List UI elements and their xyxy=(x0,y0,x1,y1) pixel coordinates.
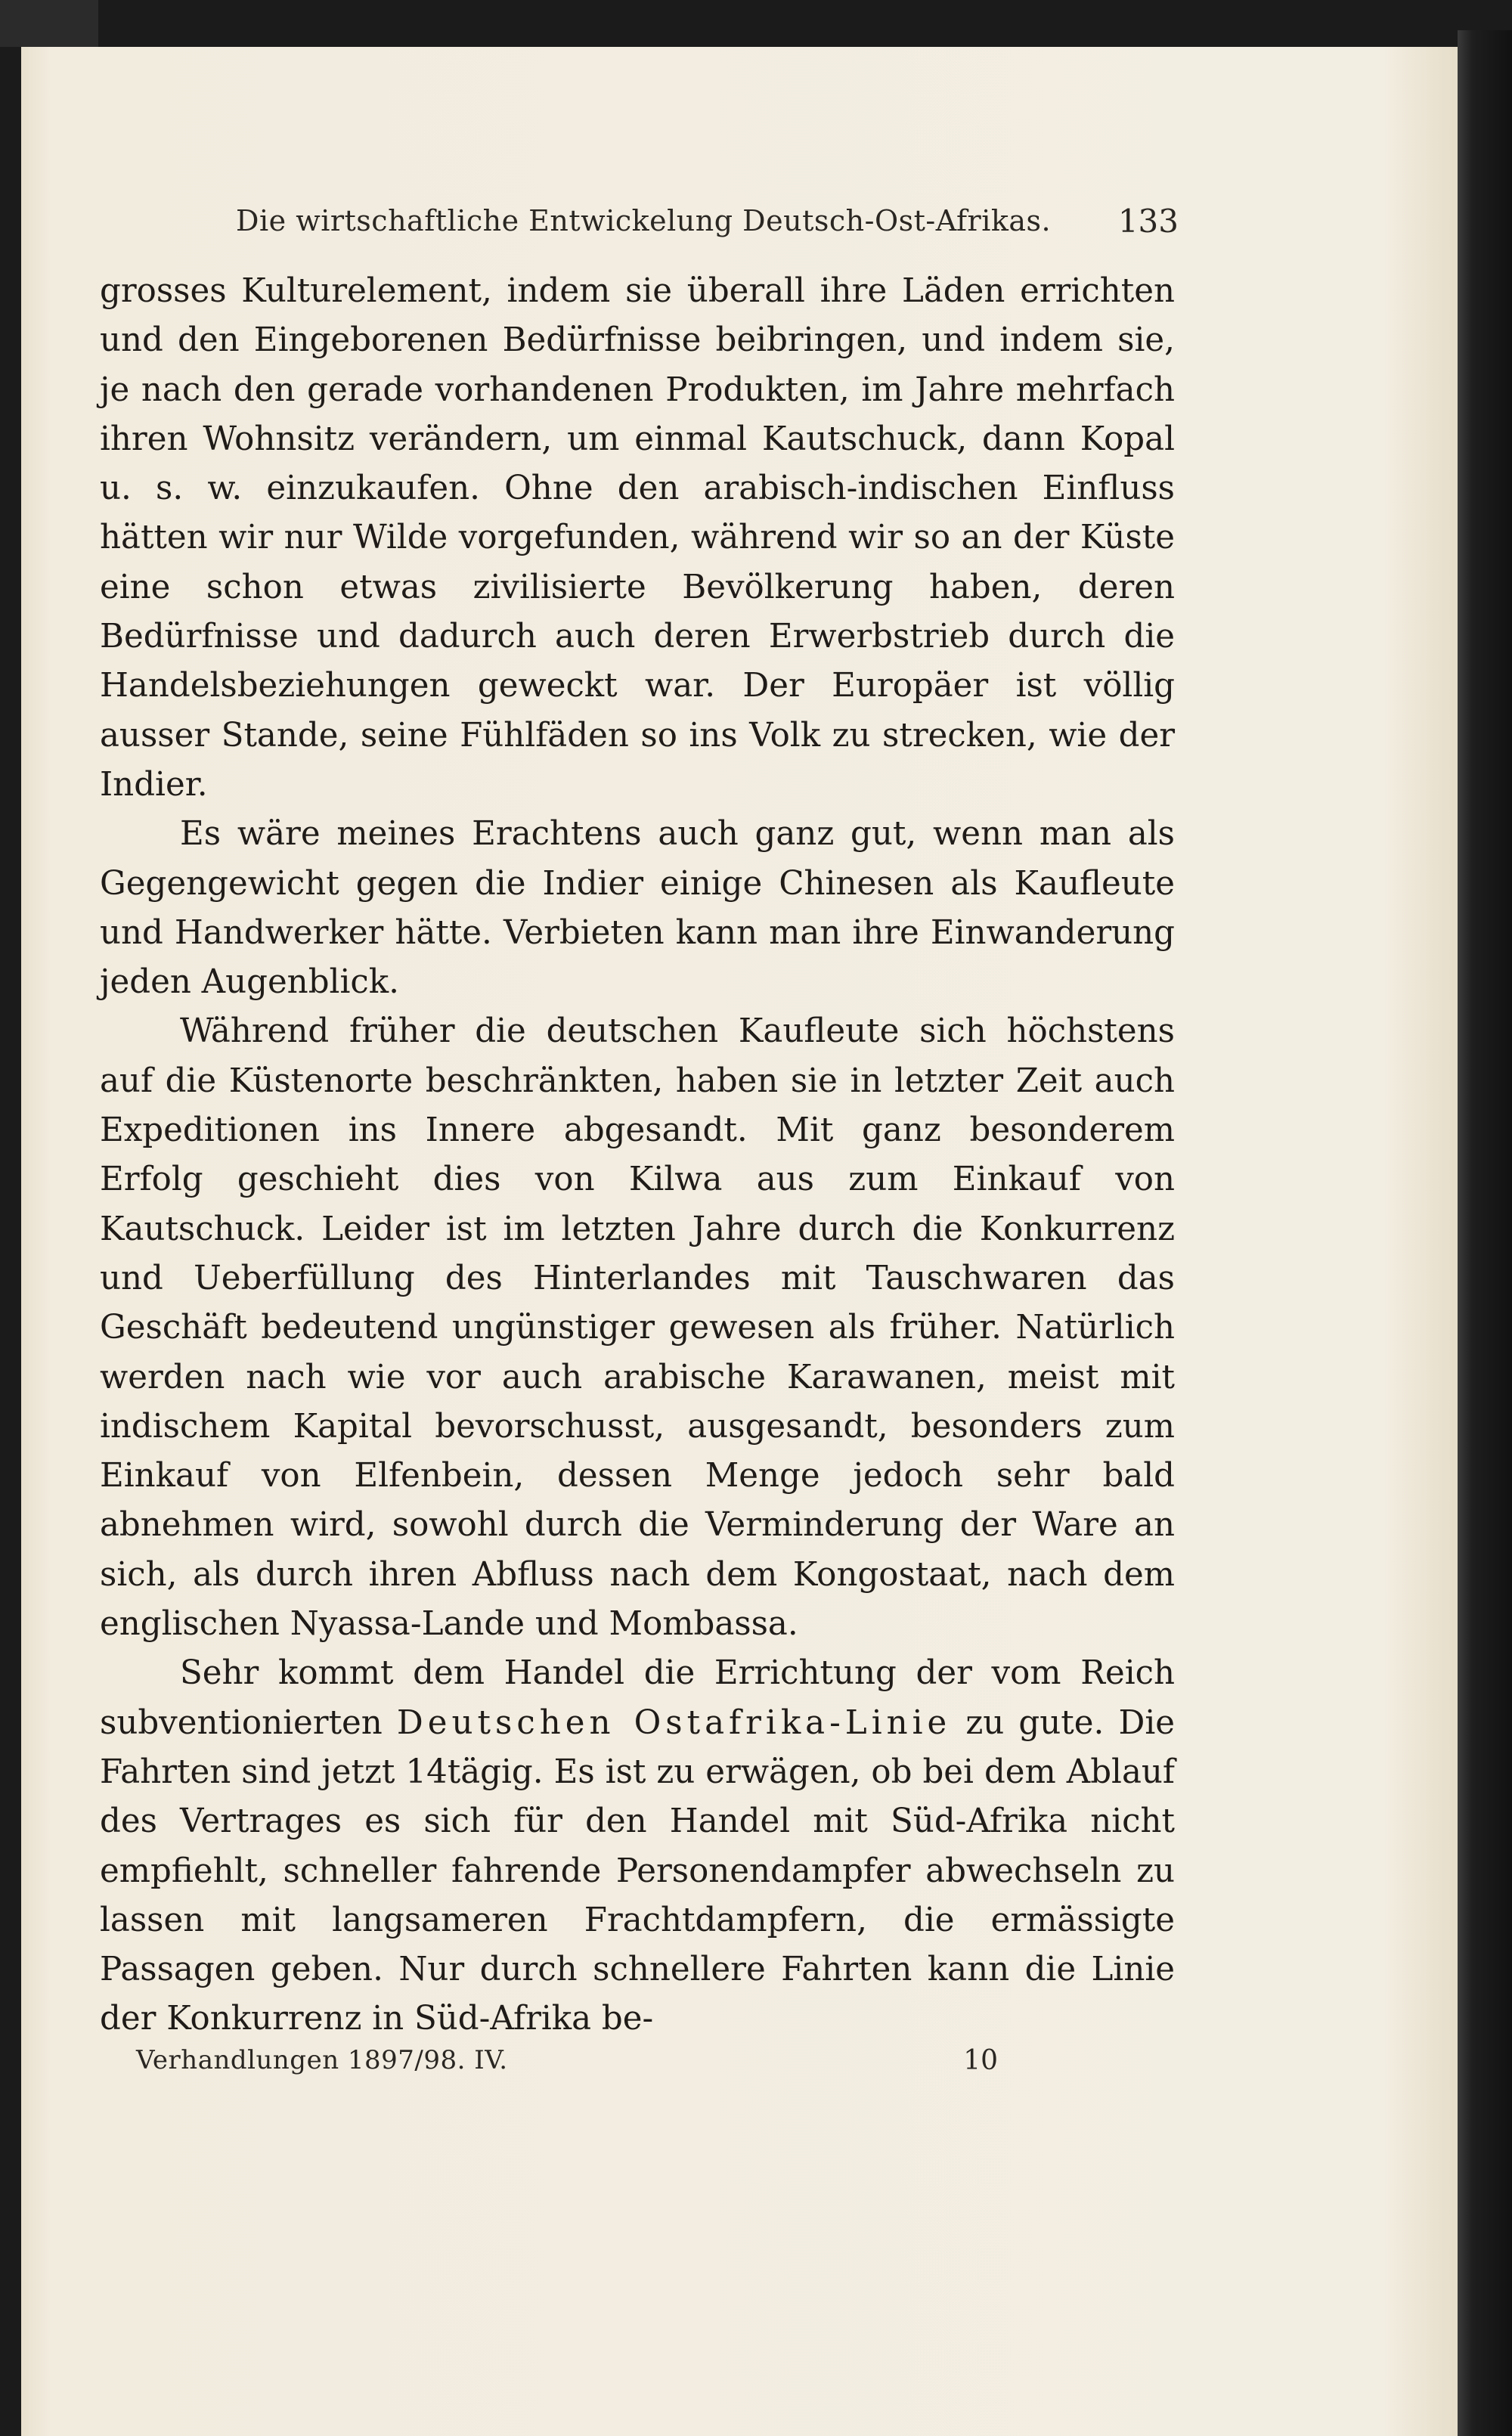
signature-mark: 10 xyxy=(963,2045,998,2076)
paragraph-4 xyxy=(100,1649,1175,2044)
running-title: Die wirtschaftliche Entwickelung Deutsch-Ost-Afrikas. xyxy=(236,204,1052,237)
page-number: 133 xyxy=(1117,203,1179,240)
body-text xyxy=(100,267,1175,2044)
paragraph-2: Es wäre meines Erachtens auch ganz gut, wenn man als Gegengewicht gegen die Indier einige Chinesen als Kaufleute und Handwerker hätte. Verbieten kann man ihre Einwanderung jeden Augenblick. xyxy=(100,815,1175,1002)
paragraph-4-start: Sehr kommt dem Handel die Errichtung der vom Reich subventionierten xyxy=(100,1654,1175,1742)
binding-corner xyxy=(0,0,98,47)
paragraph-4-end: zu gute. Die Fahrten sind jetzt 14tägig. Es ist zu erwägen, ob bei dem Ablauf des Vertrages es sich für den Handel mit Süd-Afrika nicht empfiehlt, schneller fahrende Personendampfer abwechseln zu lassen mit langsameren Frachtdampfern, die ermässigte Passagen geben. Nur durch schnellere Fahrten kann die Linie der Konkurrenz in Süd-Afrika be- xyxy=(100,1703,1175,2038)
footer-imprint: Verhandlungen 1897/98. IV. xyxy=(136,2045,508,2075)
paragraph-3: Während früher die deutschen Kaufleute sich höchstens auf die Küstenorte beschränkten, haben sie in letzter Zeit auch Expeditionen ins Innere abgesandt. Mit ganz besonderem Erfolg geschieht dies von Kilwa aus zum Einkauf von Kautschuck. Leider ist im letzten Jahre durch die Konkurrenz und Ueberfüllung des Hinterlandes mit Tauschwaren das Geschäft bedeutend ungünstiger gewesen als früher. Natürlich werden nach wie vor auch arabische Karawanen, meist mit indischem Kapital bevorschusst, ausgesandt, besonders zum Einkauf von Elfenbein, dessen Menge jedoch sehr bald abnehmen wird, sowohl durch die Verminderung der Ware an sich, als durch ihren Abfluss nach dem Kongostaat, nach dem englischen Nyassa-Lande und Mombassa. xyxy=(100,1012,1175,1644)
book-edge xyxy=(1458,30,1512,2436)
paragraph-1: grosses Kulturelement, indem sie überall ihre Läden errichten und den Eingeborenen Bedürfnisse beibringen, und indem sie, je nach den gerade vorhandenen Produkten, im Jahre mehrfach ihren Wohnsitz verändern, um einmal Kautschuck, dann Kopal u. s. w. einzukaufen. Ohne den arabisch-indischen Einfluss hätten wir nur Wilde vorgefunden, während wir so an der Küste eine schon etwas zivilisierte Bevölkerung haben, deren Bedürfnisse und dadurch auch deren Erwerbstrieb durch die Handelsbeziehungen geweckt war. Der Europäer ist völlig ausser Stande, seine Fühlfäden so ins Volk zu strecken, wie der Indier. xyxy=(100,272,1175,804)
spaced-emphasis: Deutschen Ostafrika-Linie xyxy=(396,1703,952,1742)
